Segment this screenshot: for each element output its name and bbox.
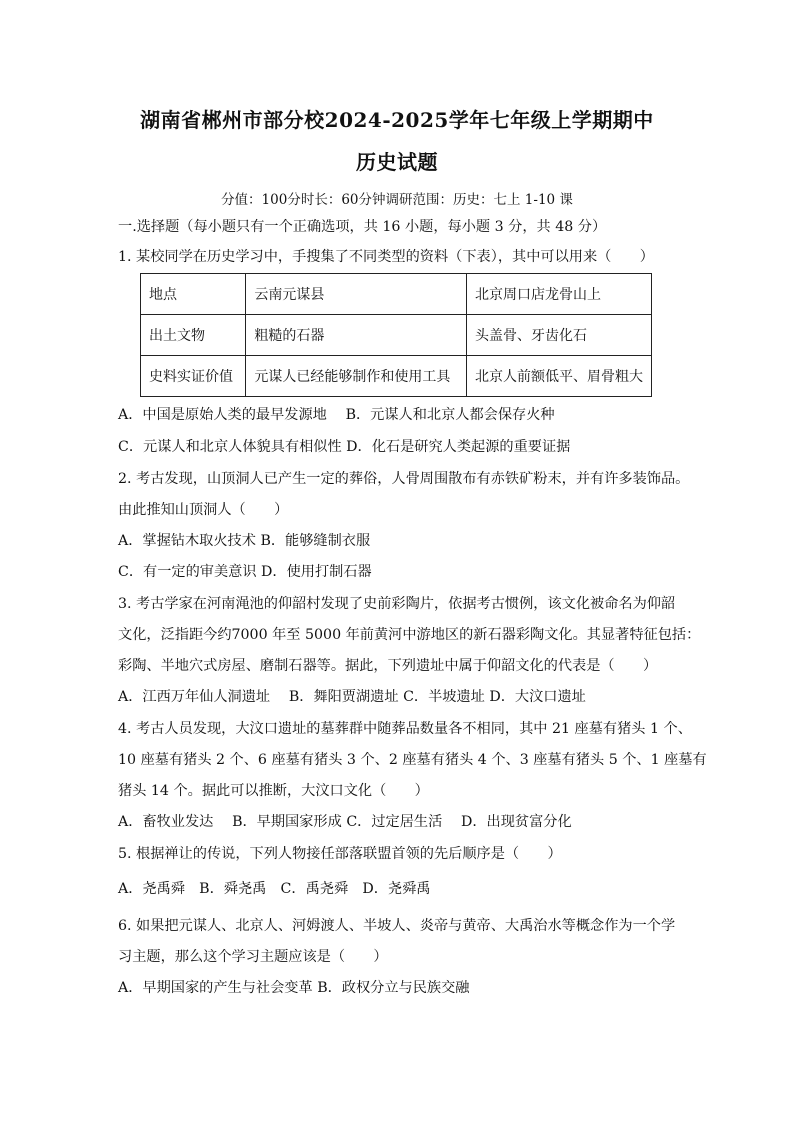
q1-options-cd: C．元谋人和北京人体貌具有相似性 D．化石是研究人类起源的重要证据 [118, 439, 571, 455]
q3-stem-line2: 文化，泛指距今约7000 年至 5000 年前黄河中游地区的新石器彩陶文化。其显著特征包括： [118, 627, 701, 643]
table-cell: 北京人前额低平、眉骨粗大 [467, 356, 652, 397]
exam-subtitle: 历史试题 [356, 150, 438, 174]
q4-options: A．畜牧业发达 B．早期国家形成 C．过定居生活 D．出现贫富分化 [118, 814, 572, 830]
q2-stem-line1: 2. 考古发现，山顶洞人已产生一定的葬俗，人骨周围散布有赤铁矿粉末，并有许多装饰品。 [118, 471, 690, 487]
q4-stem-line3: 猪头 14 个。据此可以推断，大汶口文化（ ） [118, 783, 429, 799]
table-cell: 北京周口店龙骨山上 [467, 274, 652, 315]
q6-stem-line1: 6. 如果把元谋人、北京人、河姆渡人、半坡人、炎帝与黄帝、大禹治水等概念作为一个学 [118, 918, 676, 934]
q3-options: A．江西万年仙人洞遗址 B．舞阳贾湖遗址 C．半坡遗址 D．大汶口遗址 [118, 689, 586, 705]
table-row [141, 274, 652, 315]
q2-options-ab: A．掌握钻木取火技术 B．能够缝制衣服 [118, 533, 371, 549]
q1-options-ab: A．中国是原始人类的最早发源地 B．元谋人和北京人都会保存火种 [118, 407, 555, 423]
table-cell: 元谋人已经能够制作和使用工具 [246, 356, 467, 397]
q2-options-cd: C．有一定的审美意识 D．使用打制石器 [118, 564, 372, 580]
table-cell: 头盖骨、牙齿化石 [467, 315, 652, 356]
q1-source-table [140, 273, 652, 397]
exam-meta: 分值：100分时长：60分钟调研范围：历史：七上 1-10 课 [221, 192, 573, 208]
table-cell: 云南元谋县 [246, 274, 467, 315]
q5-stem: 5. 根据禅让的传说，下列人物接任部落联盟首领的先后顺序是（ ） [118, 846, 562, 862]
q3-stem-line3: 彩陶、半地穴式房屋、磨制石器等。据此，下列遗址中属于仰韶文化的代表是（ ） [118, 658, 658, 674]
q4-stem-line2: 10 座墓有猪头 2 个、6 座墓有猪头 3 个、2 座墓有猪头 4 个、3 座墓有猪头 5 个、1 座墓有 [118, 752, 707, 768]
table-cell: 粗糙的石器 [246, 315, 467, 356]
q2-stem-line2: 由此推知山顶洞人（ ） [118, 502, 289, 518]
section-heading: 一.选择题（每小题只有一个正确选项，共 16 小题，每小题 3 分，共 48 分） [118, 219, 607, 235]
q6-options: A．早期国家的产生与社会变革 B．政权分立与民族交融 [118, 980, 470, 996]
q4-stem-line1: 4. 考古人员发现，大汶口遗址的墓葬群中随葬品数量各不相同，其中 21 座墓有猪头 1 个、 [118, 721, 692, 737]
q3-stem-line1: 3. 考古学家在河南渑池的仰韶村发现了史前彩陶片，依据考古惯例，该文化被命名为仰韶 [118, 596, 676, 612]
table-cell: 出土文物 [141, 315, 246, 356]
table-cell: 史料实证价值 [141, 356, 246, 397]
table-row [141, 315, 652, 356]
exam-title: 湖南省郴州市部分校2024-2025学年七年级上学期期中 [140, 108, 654, 132]
table-row [141, 356, 652, 397]
q5-options: A．尧禹舜 B．舜尧禹 C．禹尧舜 D．尧舜禹 [118, 881, 431, 897]
table-cell: 地点 [141, 274, 246, 315]
q6-stem-line2: 习主题，那么这个学习主题应该是（ ） [118, 949, 388, 965]
q1-stem: 1. 某校同学在历史学习中，手搜集了不同类型的资料（下表），其中可以用来（ ） [118, 249, 654, 265]
